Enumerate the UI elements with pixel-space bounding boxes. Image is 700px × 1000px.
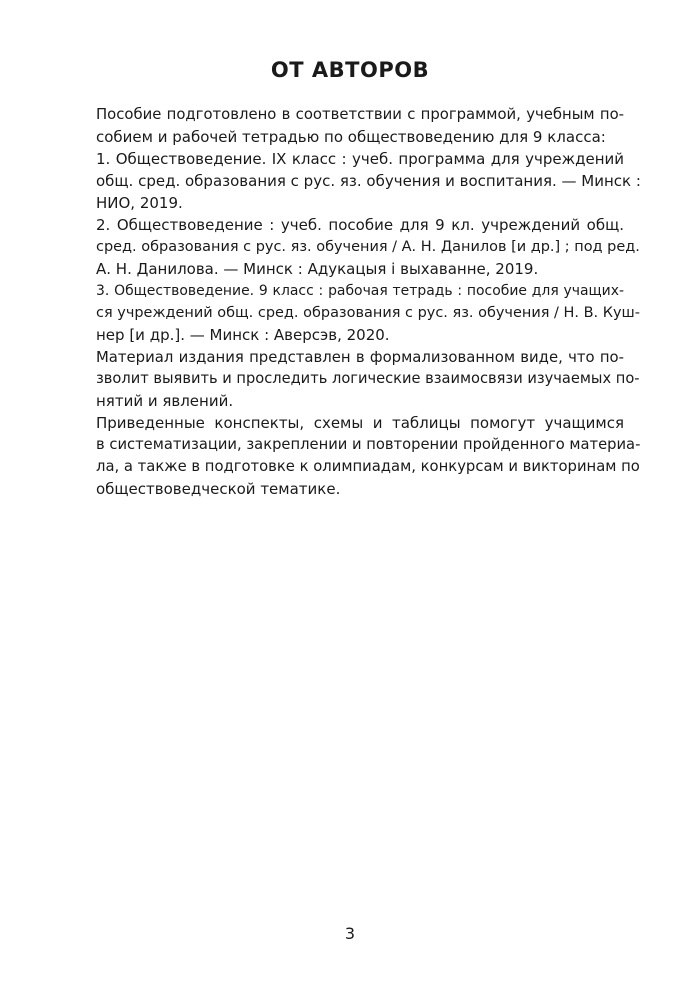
reference-item-1	[76, 148, 641, 214]
summary-paragraph	[76, 412, 641, 500]
text-line: обществоведческой тематике.	[96, 480, 341, 498]
text-line: 3. Обществоведение. 9 класс : рабочая тетрадь : пособие для учащих-	[96, 283, 624, 299]
text-line: НИО, 2019.	[96, 194, 183, 212]
intro-paragraph	[76, 104, 624, 148]
page-title: ОТ АВТОРОВ	[270, 58, 430, 82]
text-line: Приведенные конспекты, схемы и таблицы помогут учащимся	[96, 414, 624, 432]
text-line: ла, а также в подготовке к олимпиадам, конкурсам и викторинам по	[96, 458, 640, 475]
text-line: собием и рабочей тетрадью по обществоведению для 9 класса:	[96, 128, 606, 146]
text-line: 2. Обществоведение : учеб. пособие для 9 кл. учреждений общ.	[96, 216, 624, 234]
page-number: 3	[344, 924, 356, 943]
text-line: сред. образования с рус. яз. обучения / А. Н. Данилов [и др.] ; под ред.	[96, 239, 640, 255]
text-line: зволит выявить и проследить логические взаимосвязи изучаемых по-	[96, 370, 640, 387]
document-body	[76, 104, 641, 500]
text-line: общ. сред. образования с рус. яз. обучения и воспитания. — Минск :	[96, 172, 641, 190]
text-line: в систематизации, закреплении и повторении пройденного материа-	[96, 436, 641, 453]
text-line: Материал издания представлен в формализованном виде, что по-	[96, 348, 624, 366]
reference-item-2	[76, 214, 640, 280]
text-line: нер [и др.]. — Минск : Аверсэв, 2020.	[96, 326, 390, 344]
reference-item-3	[76, 280, 641, 346]
text-line: ся учреждений общ. сред. образования с рус. яз. обучения / Н. В. Куш-	[96, 305, 641, 321]
material-paragraph	[76, 346, 640, 412]
text-line: 1. Обществоведение. IX класс : учеб. программа для учреждений	[96, 150, 624, 168]
text-line: А. Н. Данилова. — Минск : Адукацыя і выхаванне, 2019.	[96, 260, 539, 278]
text-line: Пособие подготовлено в соответствии с программой, учебным по-	[96, 106, 624, 123]
text-line: нятий и явлений.	[96, 392, 234, 410]
